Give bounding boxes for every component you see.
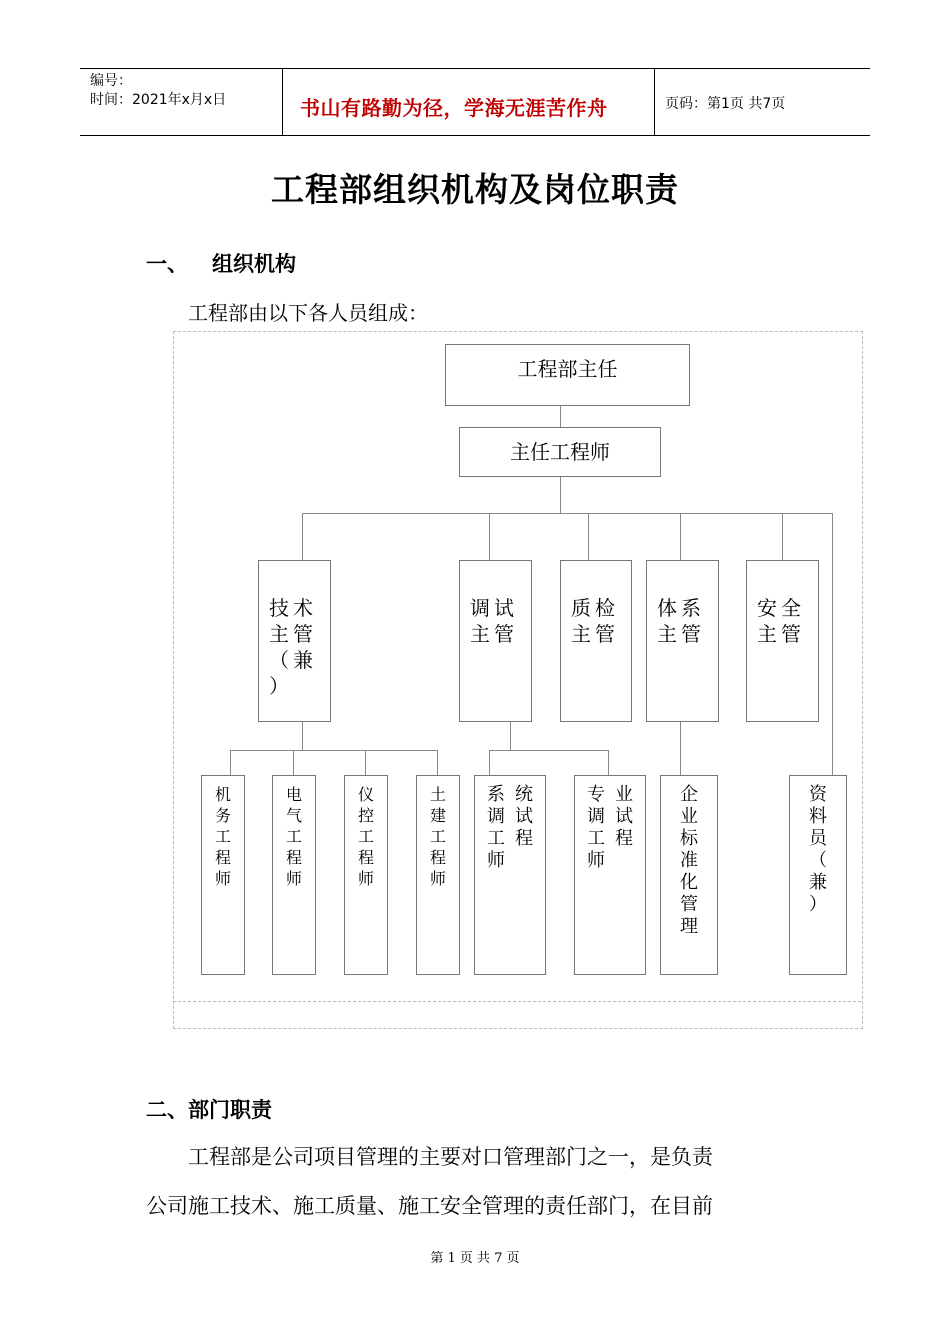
connector-tech-bus [230,750,437,751]
connector-standard [680,722,681,775]
chief-engineer-label: 主任工程师 [510,440,610,464]
connector-civil [437,750,438,775]
header-motto: 书山有路勤为径，学海无涯苦作舟 [300,96,608,120]
system-supervisor-box [646,560,719,722]
commissioning-supervisor-label: 调试 主管 [470,596,518,646]
documentation-clerk-box [789,775,847,975]
page-label: 页码：第1页 共7页 [665,96,786,112]
connector-supervisor-bus [302,513,833,514]
specialty-commissioning-engineer-box [574,775,646,975]
connector-comm-bus [489,750,609,751]
page-title: 工程部组织机构及岗位职责 [271,170,679,209]
system-supervisor-label: 体系 主管 [657,596,705,646]
connector-mech [230,750,231,775]
org-chart-inner-divider [173,1001,861,1002]
connector-spec [608,750,609,775]
section1-intro: 工程部由以下各人员组成： [188,301,428,325]
connector-commissioning [489,513,490,560]
connector-safety [782,513,783,560]
header-bottom-rule [80,135,870,136]
connector-tech [302,513,303,560]
ic-engineer-label: 仪 控 工 程 师 [357,785,374,888]
serial-label: 编号： [90,73,132,89]
connector-comm-down [510,722,511,750]
connector-chief-bus [560,477,561,513]
section2-paragraph-line1: 工程部是公司项目管理的主要对口管理部门之一，是负责 [188,1145,713,1169]
section2-paragraph-line2: 公司施工技术、施工质量、施工安全管理的责任部门，在目前 [146,1194,713,1218]
connector-ic [365,750,366,775]
connector-director-chief [560,406,561,428]
page-footer: 第 1 页 共 7 页 [430,1251,520,1266]
mech-engineer-box [201,775,245,975]
specialty-commissioning-col2: 业 试 程 [615,784,633,849]
section1-number: 一、 [146,252,188,276]
quality-supervisor-box [560,560,632,722]
system-commissioning-col1: 系 调 工 师 [487,784,505,871]
safety-supervisor-label: 安全 主管 [757,596,805,646]
system-commissioning-col2: 统 试 程 [515,784,533,849]
connector-elec [293,750,294,775]
tech-supervisor-box [258,560,331,722]
civil-engineer-box [416,775,460,975]
standardization-label: 企 业 标 准 化 管 理 [680,784,698,937]
section1-heading: 组织机构 [212,252,296,276]
civil-engineer-label: 土 建 工 程 师 [429,785,446,888]
elec-engineer-box [272,775,316,975]
elec-engineer-label: 电 气 工 程 师 [285,785,302,888]
documentation-clerk-label: 资 料 员 （ 兼 ） [809,784,827,915]
time-label: 时间：2021年x月x日 [90,92,227,108]
tech-supervisor-label: 技术 主管 （兼 ） [269,596,317,698]
commissioning-supervisor-box [459,560,532,722]
safety-supervisor-box [746,560,819,722]
director-box [445,344,690,406]
chief-engineer-box [459,427,661,477]
system-commissioning-engineer-box [474,775,546,975]
specialty-commissioning-col1: 专 调 工 师 [587,784,605,871]
quality-supervisor-label: 质检 主管 [571,596,619,646]
ic-engineer-box [344,775,388,975]
director-label: 工程部主任 [517,357,618,381]
connector-docs-trunk [832,513,833,775]
connector-system [680,513,681,560]
header-divider-left [282,68,283,136]
standardization-box [660,775,718,975]
connector-tech-down [302,722,303,750]
section2-heading: 二、部门职责 [146,1098,272,1122]
connector-quality [588,513,589,560]
connector-sys [489,750,490,775]
mech-engineer-label: 机 务 工 程 师 [214,785,231,888]
header-divider-right [654,68,655,136]
header-top-rule [80,68,870,69]
